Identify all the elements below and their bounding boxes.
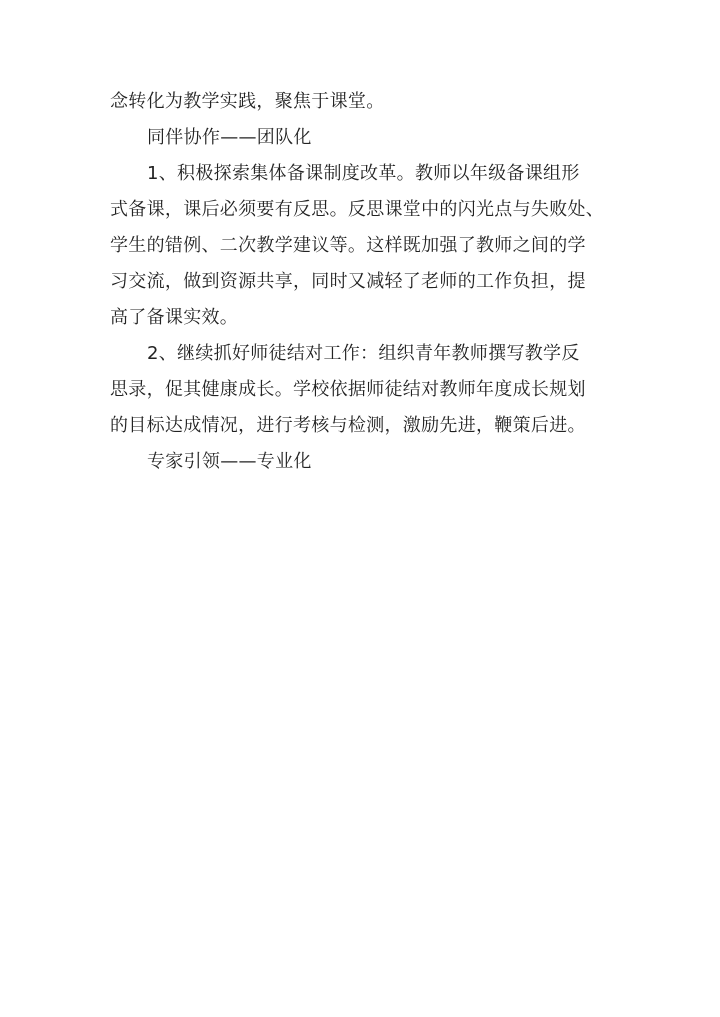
paragraph-line: 式备课，课后必须要有反思。反思课堂中的闪光点与失败处、 [110, 199, 605, 220]
section-heading-peer-collaboration: 同伴协作——团队化 [147, 127, 312, 148]
paragraph-line: 2、继续抓好师徒结对工作：组织青年教师撰写教学反 [147, 343, 580, 364]
paragraph-line: 思录，促其健康成长。学校依据师徒结对教师年度成长规划 [110, 379, 586, 400]
section-heading-expert-guidance: 专家引领——专业化 [147, 451, 312, 472]
paragraph-line: 学生的错例、二次教学建议等。这样既加强了教师之间的学 [110, 235, 586, 256]
paragraph-line: 念转化为教学实践，聚焦于课堂。 [110, 91, 385, 112]
document-body [110, 84, 630, 480]
paragraph-line: 1、积极探索集体备课制度改革。教师以年级备课组形 [147, 163, 580, 184]
paragraph-line: 习交流，做到资源共享，同时又减轻了老师的工作负担，提 [110, 271, 586, 292]
paragraph-line: 的目标达成情况，进行考核与检测，激励先进，鞭策后进。 [110, 415, 586, 436]
paragraph-line: 高了备课实效。 [110, 307, 239, 328]
